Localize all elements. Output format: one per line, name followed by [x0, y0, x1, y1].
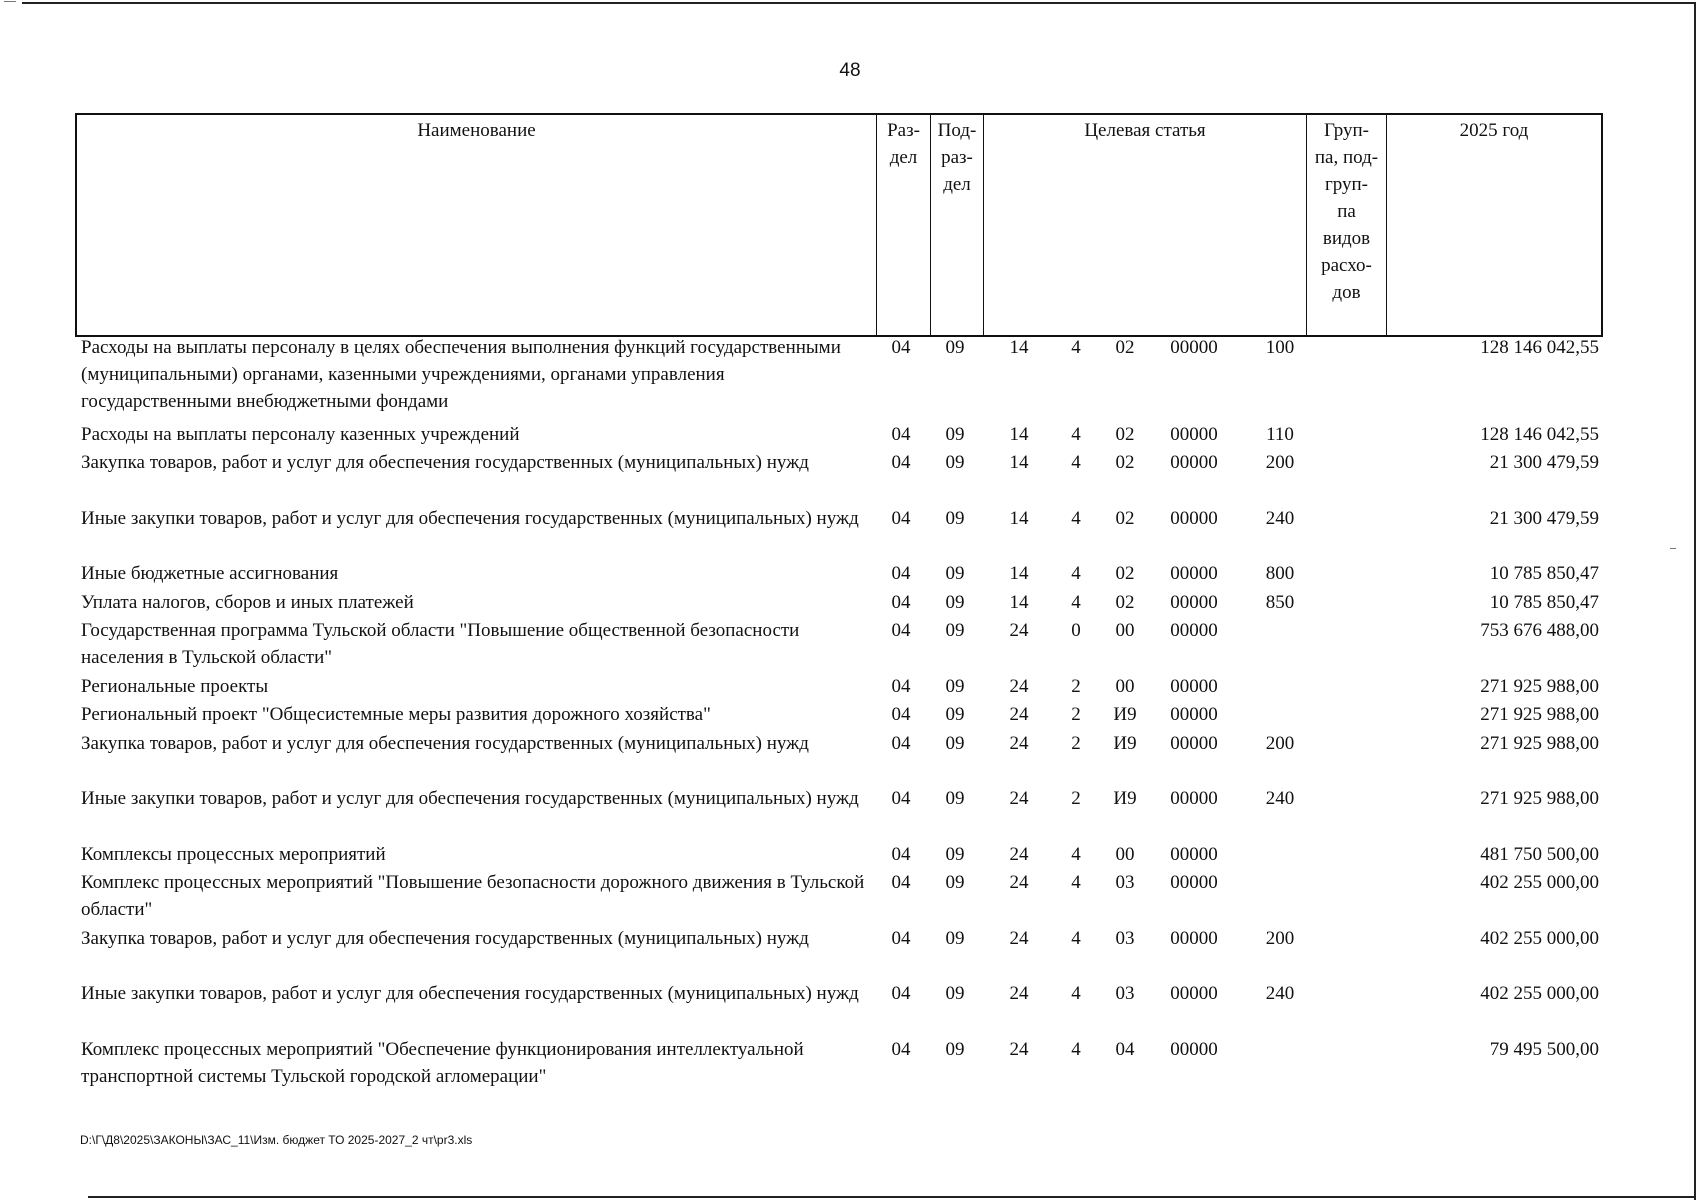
row-amount: 21 300 479,59: [1489, 452, 1599, 473]
page-frame-bottom: [88, 1196, 1696, 1198]
row-celevaya-part4: 00000: [1170, 1038, 1218, 1060]
row-celevaya-part1: 24: [1009, 732, 1029, 754]
row-vid-rashodov: 800: [1265, 563, 1295, 584]
row-amount: 271 925 988,00: [1480, 788, 1599, 809]
row-celevaya-part3: 00: [1115, 620, 1135, 641]
row-celevaya-part4: 00000: [1170, 843, 1218, 865]
row-name: Государственная программа Тульской области "Повышение общественной безопасности населения в Тульской области": [81, 620, 800, 668]
row-podrazdel: 09: [945, 927, 965, 949]
row-vid-rashodov: 200: [1265, 452, 1295, 473]
row-razdel: 04: [891, 1038, 911, 1060]
row-celevaya-part3: 04: [1115, 1038, 1135, 1060]
row-celevaya-part2: 4: [1071, 452, 1081, 473]
row-podrazdel: 09: [945, 507, 965, 529]
row-podrazdel: 09: [945, 337, 965, 358]
row-razdel: 04: [891, 620, 911, 641]
row-celevaya-part1: 14: [1009, 337, 1029, 358]
row-celevaya-part2: 4: [1071, 872, 1081, 893]
row-podrazdel: 09: [945, 563, 965, 584]
row-razdel: 04: [891, 927, 911, 949]
row-celevaya-part4: 00000: [1170, 620, 1218, 641]
row-celevaya-part4: 00000: [1170, 704, 1218, 725]
row-amount: 402 255 000,00: [1480, 872, 1599, 893]
row-celevaya-part1: 24: [1009, 872, 1029, 893]
row-celevaya-part1: 24: [1009, 788, 1029, 809]
row-amount: 481 750 500,00: [1480, 843, 1599, 865]
row-celevaya-part2: 2: [1071, 675, 1081, 697]
row-name: Закупка товаров, работ и услуг для обеспечения государственных (муниципальных) нужд: [81, 452, 809, 473]
row-vid-rashodov: 240: [1265, 983, 1295, 1004]
row-podrazdel: 09: [945, 452, 965, 473]
row-celevaya-part4: 00000: [1170, 337, 1218, 358]
row-name: Закупка товаров, работ и услуг для обеспечения государственных (муниципальных) нужд: [81, 927, 809, 949]
row-vid-rashodov: 850: [1265, 591, 1295, 613]
row-podrazdel: 09: [945, 983, 965, 1004]
header-podrazdel: Под- раз- дел: [931, 115, 984, 335]
row-celevaya-part1: 24: [1009, 704, 1029, 725]
row-podrazdel: 09: [945, 591, 965, 613]
row-celevaya-part4: 00000: [1170, 675, 1218, 697]
row-celevaya-part3: 02: [1115, 507, 1135, 529]
header-gruppa-vidov-rashodov: Груп- па, под- груп- па видов расхо- дов: [1307, 115, 1387, 335]
row-name: Комплексы процессных мероприятий: [81, 843, 386, 865]
row-name: Иные закупки товаров, работ и услуг для обеспечения государственных (муниципальных) нужд: [81, 983, 859, 1004]
row-amount: 271 925 988,00: [1480, 732, 1599, 754]
row-amount: 10 785 850,47: [1489, 563, 1599, 584]
footer-file-path: D:\Г\Д8\2025\ЗАКОНЫ\ЗАС_11\Изм. бюджет ТО 2025-2027_2 чт\pr3.xls: [80, 1133, 473, 1147]
row-celevaya-part1: 24: [1009, 983, 1029, 1004]
row-amount: 753 676 488,00: [1480, 620, 1599, 641]
row-vid-rashodov: 110: [1266, 423, 1294, 445]
row-celevaya-part1: 14: [1009, 591, 1029, 613]
row-name: Расходы на выплаты персоналу в целях обеспечения выполнения функций государственными (муниципальными) органами, казенными учреждениями, органами управления государственными внебюджетными фондами: [81, 337, 841, 412]
row-celevaya-part2: 2: [1071, 788, 1081, 809]
header-celevaya-statya: Целевая статья: [984, 115, 1307, 335]
row-razdel: 04: [891, 788, 911, 809]
row-celevaya-part4: 00000: [1170, 927, 1218, 949]
scan-mark: [4, 1, 16, 2]
row-amount: 128 146 042,55: [1480, 423, 1599, 445]
row-amount: 10 785 850,47: [1489, 591, 1599, 613]
row-celevaya-part3: 03: [1115, 983, 1135, 1004]
row-podrazdel: 09: [945, 843, 965, 865]
row-celevaya-part1: 24: [1009, 675, 1029, 697]
row-celevaya-part2: 2: [1071, 732, 1081, 754]
row-name: Региональный проект "Общесистемные меры развития дорожного хозяйства": [81, 704, 711, 725]
row-celevaya-part4: 00000: [1170, 788, 1218, 809]
row-amount: 271 925 988,00: [1480, 704, 1599, 725]
row-celevaya-part1: 24: [1009, 1038, 1029, 1060]
row-name: Закупка товаров, работ и услуг для обеспечения государственных (муниципальных) нужд: [81, 732, 809, 754]
row-razdel: 04: [891, 983, 911, 1004]
row-celevaya-part2: 4: [1071, 927, 1081, 949]
row-celevaya-part2: 4: [1071, 591, 1081, 613]
table-header: [75, 113, 1603, 337]
row-celevaya-part3: 00: [1115, 675, 1135, 697]
row-celevaya-part4: 00000: [1170, 452, 1218, 473]
row-name: Иные бюджетные ассигнования: [81, 563, 339, 584]
row-celevaya-part1: 14: [1009, 423, 1029, 445]
row-podrazdel: 09: [945, 732, 965, 754]
row-celevaya-part4: 00000: [1170, 591, 1218, 613]
row-celevaya-part2: 4: [1071, 563, 1081, 584]
row-name: Комплекс процессных мероприятий "Повышение безопасности дорожного движения в Тульской области": [81, 872, 865, 920]
row-podrazdel: 09: [945, 872, 965, 893]
row-celevaya-part1: 24: [1009, 843, 1029, 865]
row-vid-rashodov: 240: [1265, 788, 1295, 809]
row-celevaya-part3: 03: [1115, 872, 1135, 893]
row-name: Региональные проекты: [81, 675, 269, 697]
row-vid-rashodov: 200: [1265, 927, 1295, 949]
header-name: Наименование: [77, 115, 877, 335]
row-celevaya-part2: 0: [1071, 620, 1081, 641]
row-celevaya-part3: 02: [1115, 337, 1135, 358]
page-frame-top: [22, 2, 1696, 4]
header-razdel: Раз- дел: [877, 115, 931, 335]
row-razdel: 04: [891, 423, 911, 445]
row-celevaya-part1: 14: [1009, 452, 1029, 473]
row-celevaya-part3: 02: [1115, 591, 1135, 613]
row-razdel: 04: [891, 452, 911, 473]
row-celevaya-part3: И9: [1113, 788, 1137, 809]
row-celevaya-part2: 4: [1071, 983, 1081, 1004]
row-podrazdel: 09: [945, 675, 965, 697]
row-amount: 79 495 500,00: [1489, 1038, 1599, 1060]
row-celevaya-part3: 03: [1115, 927, 1135, 949]
row-celevaya-part1: 24: [1009, 620, 1029, 641]
row-celevaya-part3: И9: [1113, 704, 1137, 725]
row-razdel: 04: [891, 337, 911, 358]
header-year: 2025 год: [1459, 120, 1529, 141]
row-celevaya-part1: 24: [1009, 927, 1029, 949]
row-celevaya-part2: 4: [1071, 423, 1081, 445]
row-celevaya-part3: 02: [1115, 452, 1135, 473]
row-razdel: 04: [891, 563, 911, 584]
scan-mark: [1670, 548, 1676, 549]
row-razdel: 04: [891, 704, 911, 725]
row-razdel: 04: [891, 732, 911, 754]
row-amount: 402 255 000,00: [1480, 927, 1599, 949]
row-vid-rashodov: 200: [1265, 732, 1295, 754]
row-name: Расходы на выплаты персоналу казенных учреждений: [81, 423, 520, 445]
row-vid-rashodov: 240: [1265, 507, 1295, 529]
row-celevaya-part3: 02: [1115, 423, 1135, 445]
row-celevaya-part4: 00000: [1170, 423, 1218, 445]
row-celevaya-part1: 14: [1009, 507, 1029, 529]
row-vid-rashodov: 100: [1265, 337, 1295, 358]
row-celevaya-part2: 4: [1071, 507, 1081, 529]
row-razdel: 04: [891, 507, 911, 529]
row-amount: 128 146 042,55: [1480, 337, 1599, 358]
row-razdel: 04: [891, 675, 911, 697]
row-razdel: 04: [891, 872, 911, 893]
row-amount: 21 300 479,59: [1489, 507, 1599, 529]
row-name: Иные закупки товаров, работ и услуг для обеспечения государственных (муниципальных) нужд: [81, 788, 859, 809]
row-celevaya-part3: И9: [1113, 732, 1137, 754]
row-celevaya-part4: 00000: [1170, 872, 1218, 893]
row-celevaya-part2: 4: [1071, 843, 1081, 865]
row-celevaya-part2: 4: [1071, 1038, 1081, 1060]
row-name: Комплекс процессных мероприятий "Обеспечение функционирования интеллектуальной транспортной системы Тульской городской агломерации": [81, 1038, 804, 1087]
page-number: 48: [839, 60, 861, 81]
row-celevaya-part4: 00000: [1170, 507, 1218, 529]
row-name: Уплата налогов, сборов и иных платежей: [81, 591, 414, 613]
row-celevaya-part2: 2: [1071, 704, 1081, 725]
row-razdel: 04: [891, 843, 911, 865]
row-name: Иные закупки товаров, работ и услуг для обеспечения государственных (муниципальных) нужд: [81, 507, 859, 529]
row-podrazdel: 09: [945, 423, 965, 445]
row-celevaya-part3: 00: [1115, 843, 1135, 865]
row-celevaya-part2: 4: [1071, 337, 1081, 358]
row-celevaya-part4: 00000: [1170, 983, 1218, 1004]
row-podrazdel: 09: [945, 1038, 965, 1060]
row-celevaya-part4: 00000: [1170, 563, 1218, 584]
row-celevaya-part3: 02: [1115, 563, 1135, 584]
row-celevaya-part4: 00000: [1170, 732, 1218, 754]
row-razdel: 04: [891, 591, 911, 613]
row-amount: 271 925 988,00: [1480, 675, 1599, 697]
row-amount: 402 255 000,00: [1480, 983, 1599, 1004]
row-celevaya-part1: 14: [1009, 563, 1029, 584]
row-podrazdel: 09: [945, 788, 965, 809]
row-podrazdel: 09: [945, 620, 965, 641]
row-podrazdel: 09: [945, 704, 965, 725]
